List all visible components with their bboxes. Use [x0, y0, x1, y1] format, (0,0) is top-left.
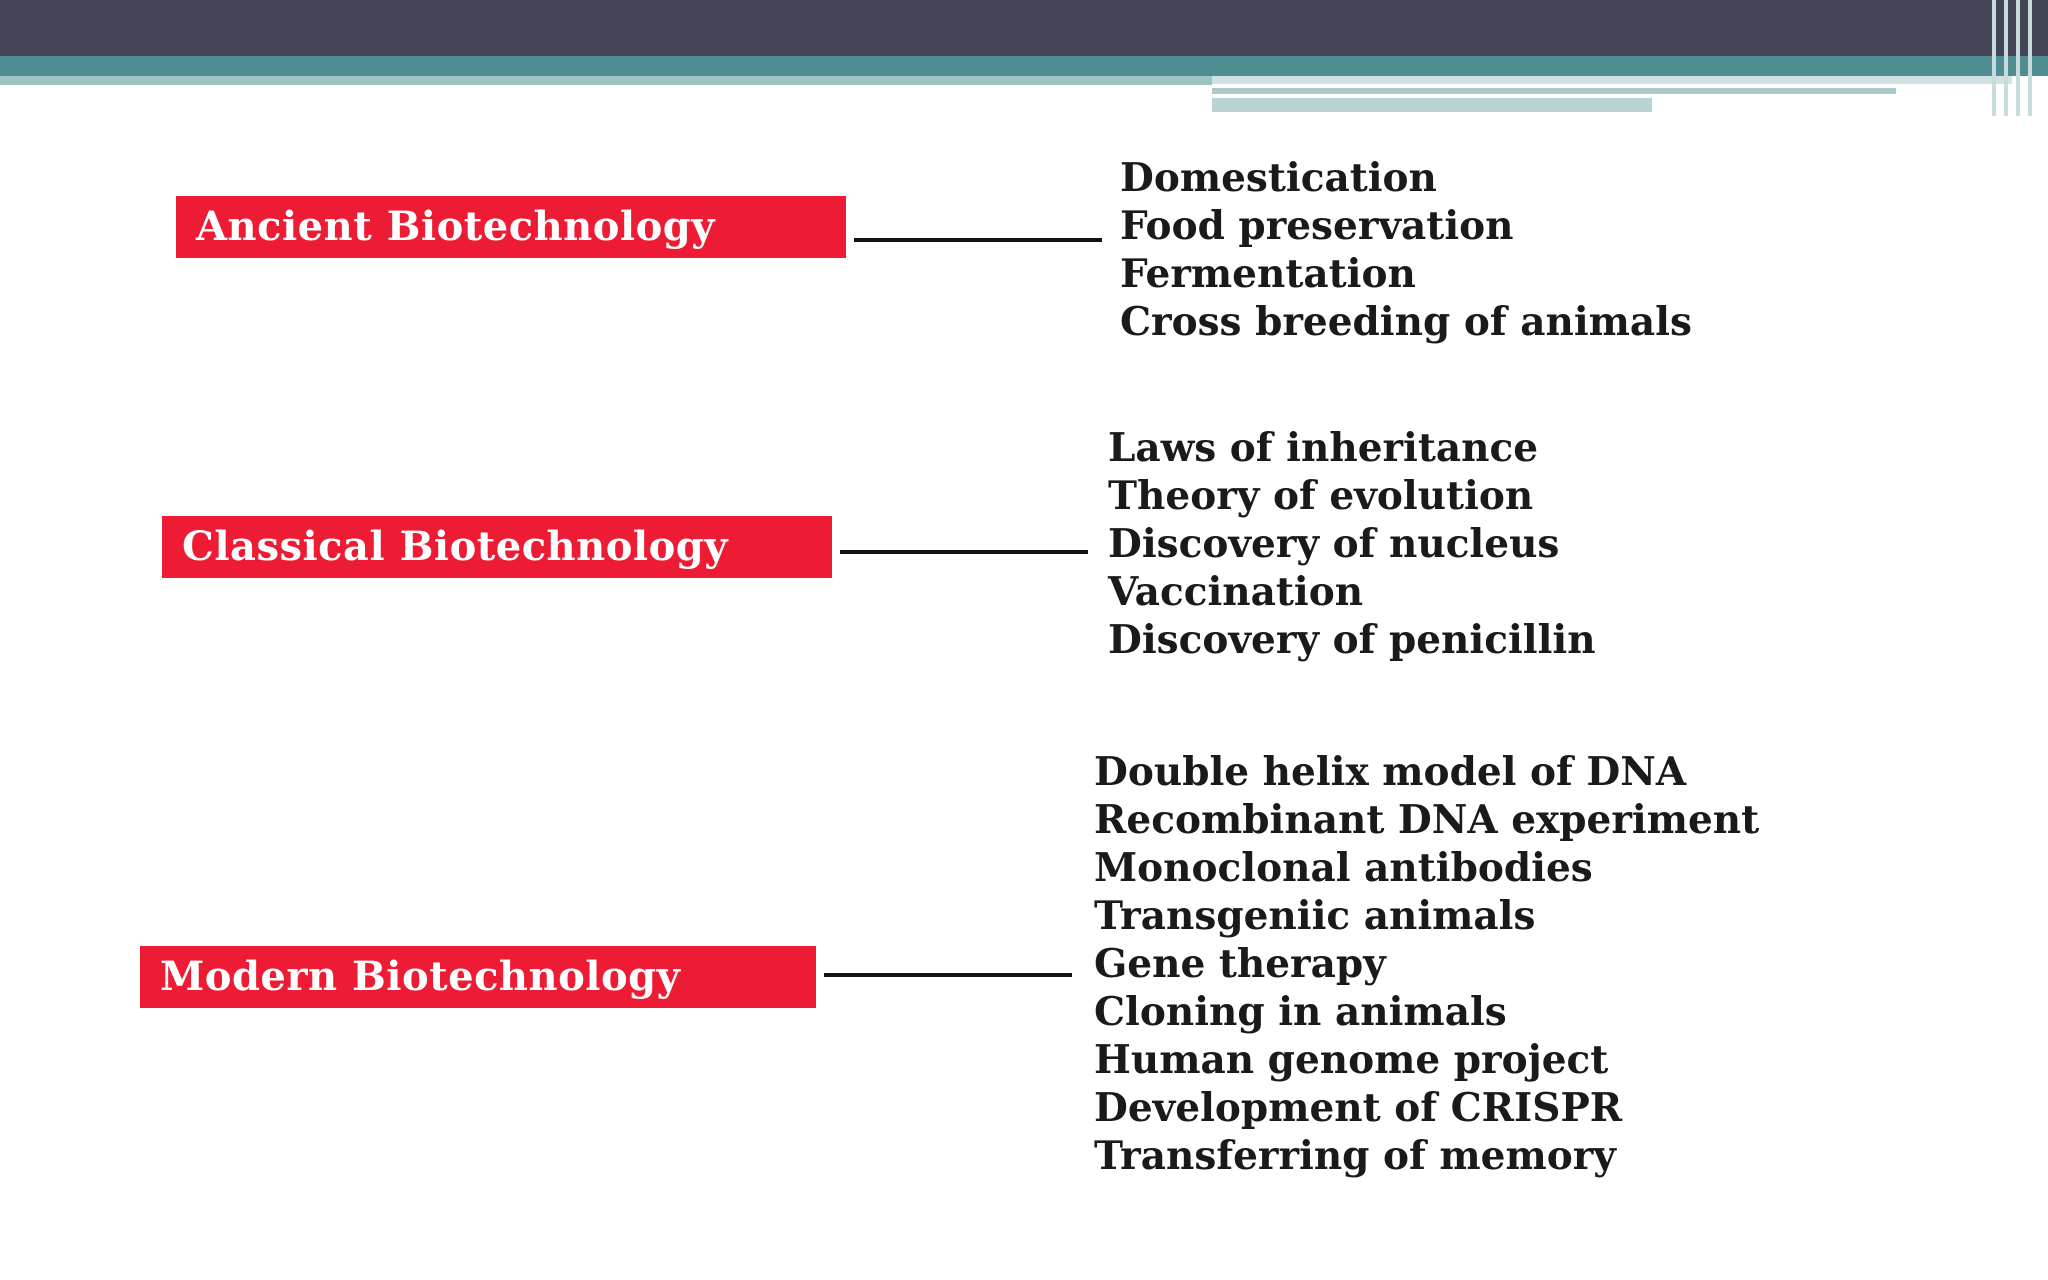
header-banner: [0, 0, 2048, 56]
list-item: Gene therapy: [1094, 941, 1386, 987]
category-box-classical: Classical Biotechnology: [162, 516, 832, 578]
list-item: Human genome project: [1094, 1037, 1609, 1083]
item-list-modern: [1094, 748, 1759, 1180]
list-item: Development of CRISPR: [1094, 1085, 1623, 1131]
item-list-classical: [1108, 424, 1596, 664]
connector-modern: [824, 973, 1072, 977]
category-box-ancient: Ancient Biotechnology: [176, 196, 846, 258]
list-item: Laws of inheritance: [1108, 425, 1539, 471]
header-right-stripes: [1988, 0, 2048, 116]
list-item: Theory of evolution: [1108, 473, 1534, 519]
item-list-ancient: [1120, 154, 1692, 346]
list-item: Recombinant DNA experiment: [1094, 797, 1760, 843]
list-item: Discovery of penicillin: [1108, 617, 1596, 663]
list-item: Domestication: [1120, 155, 1437, 201]
list-item: Transferring of memory: [1094, 1133, 1616, 1179]
header-decorative-lines: [1212, 76, 2012, 116]
list-item: Cloning in animals: [1094, 989, 1507, 1035]
list-item: Vaccination: [1108, 569, 1364, 615]
list-item: Fermentation: [1120, 251, 1416, 297]
connector-classical: [840, 550, 1088, 554]
category-box-modern: Modern Biotechnology: [140, 946, 816, 1008]
header-light-band: [0, 76, 1212, 85]
header-accent-band: [0, 56, 2048, 76]
list-item: Food preservation: [1120, 203, 1514, 249]
list-item: Monoclonal antibodies: [1094, 845, 1593, 891]
list-item: Cross breeding of animals: [1120, 299, 1692, 345]
list-item: Discovery of nucleus: [1108, 521, 1560, 567]
connector-ancient: [854, 238, 1102, 242]
list-item: Transgeniic animals: [1094, 893, 1536, 939]
list-item: Double helix model of DNA: [1094, 749, 1687, 795]
